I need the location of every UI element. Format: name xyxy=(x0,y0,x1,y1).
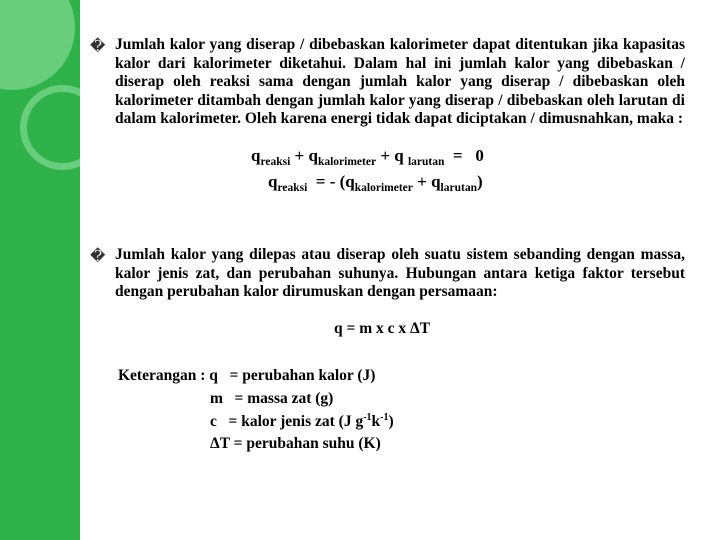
bullet-icon: � xyxy=(90,249,106,265)
equation-2: $q_{reaksi}$ = - $(q_{kalorimeter} + q_{larutan})$ xyxy=(268,172,483,194)
paragraph-1: Jumlah kalor yang diserap / dibebaskan kalorimeter dapat ditentukan jika kapasitas kalor dari kalorimeter diketahui. Dalam hal ini jumlah kalor yang dibebaskan / diserap oleh reaksi sama dengan jumlah kalor yang diserap / dibebaskan oleh kalorimeter ditambah dengan jumlah kalor yang diserap / dibebaskan oleh larutan di dalam kalorimeter. Oleh karena energi tidak dapat diciptakan / dimusnahkan, maka : xyxy=(115,36,685,127)
bullet-icon: � xyxy=(90,39,106,55)
equation-1: $q_{reaksi} + q_{kalorimeter} + q$ $_{larutan}$ = 0 xyxy=(251,146,484,168)
paragraph-2: Jumlah kalor yang dilepas atau diserap oleh suatu sistem sebanding dengan massa, kalor jenis zat, dan perubahan suhunya. Hubungan antara ketiga faktor tersebut dengan perubahan kalor dirumuskan dengan persamaan: xyxy=(115,246,685,300)
legend-line-c: c = kalor jenis zat (J $g^{-1}k^{-1}$) xyxy=(210,412,394,431)
legend-line-dt: ΔT = perubahan suhu (K) xyxy=(210,435,381,452)
equation-3: q = m x c x ΔT xyxy=(334,320,431,337)
legend-line-m: m = massa zat (g) xyxy=(210,390,334,407)
legend-line-q: Keterangan : q = perubahan kalor (J) xyxy=(118,367,376,384)
